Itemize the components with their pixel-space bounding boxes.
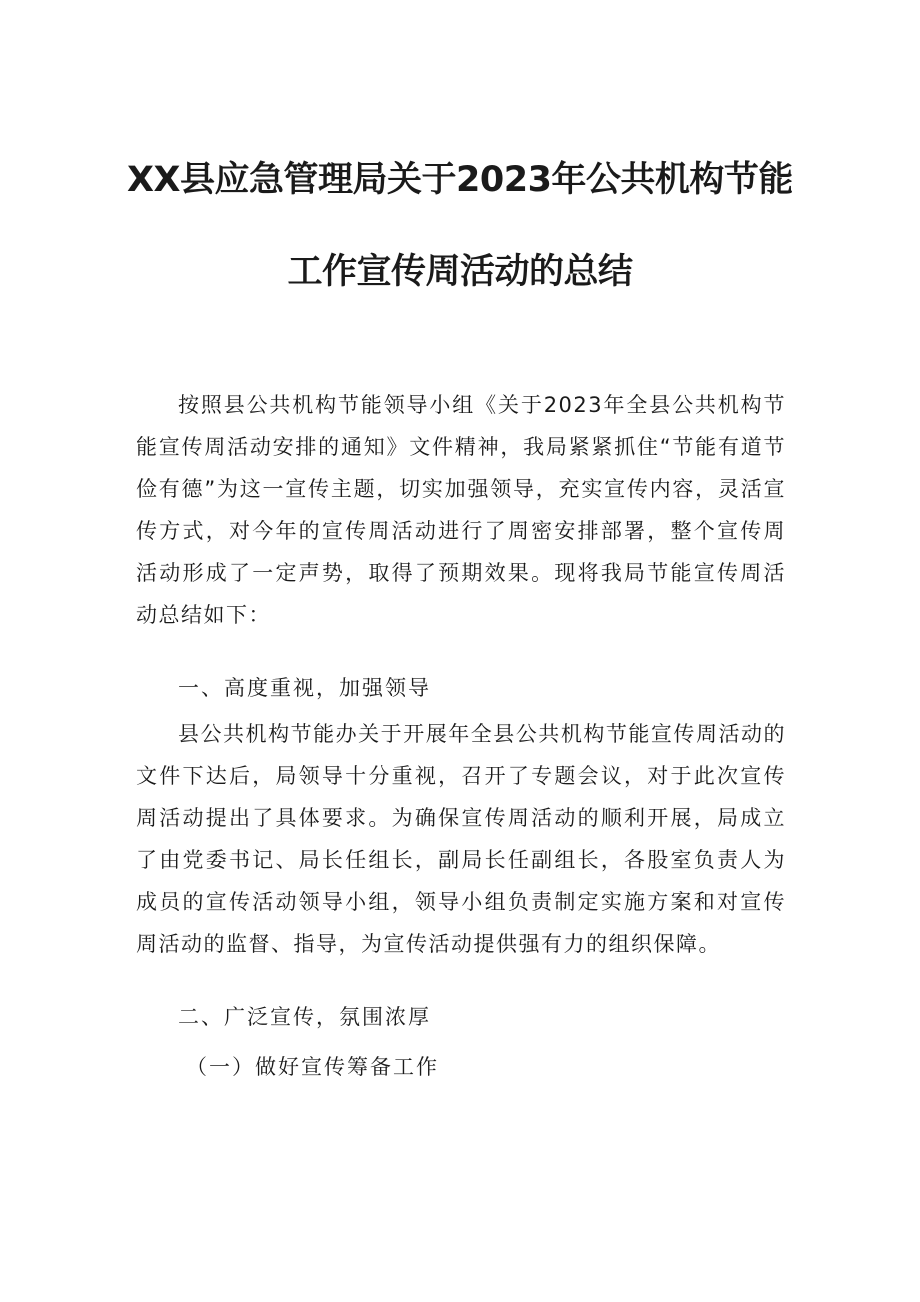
section-heading-1: 一、高度重视，加强领导 (178, 676, 431, 700)
intro-paragraph: 按照县公共机构节能领导小组《关于2023年全县公共机构节能宣传周活动安排的通知》文件精神，我局紧紧抓住“节能有道节俭有德”为这一宣传主题，切实加强领导，充实宣传内容，灵活宣传方式，对今年的宣传周活动进行了周密安排部署，整个宣传周活动形成了一定声势，取得了预期效果。现将我局节能宣传周活动总结如下： (136, 393, 786, 627)
document-title-line2: 工作宣传周活动的总结 (287, 252, 633, 292)
subsection-heading-1: （一）做好宣传筹备工作 (186, 1055, 439, 1079)
document-title-line1: XX县应急管理局关于2023年公共机构节能 (127, 160, 793, 200)
section-heading-2: 二、广泛宣传，氛围浓厚 (178, 1005, 431, 1029)
section1-paragraph: 县公共机构节能办关于开展年全县公共机构节能宣传周活动的文件下达后，局领导十分重视，召开了专题会议，对于此次宣传周活动提出了具体要求。为确保宣传周活动的顺利开展，局成立了由党委书记、局长任组长，副局长任副组长，各股室负责人为成员的宣传活动领导小组，领导小组负责制定实施方案和对宣传周活动的监督、指导，为宣传活动提供强有力的组织保障。 (136, 722, 786, 956)
